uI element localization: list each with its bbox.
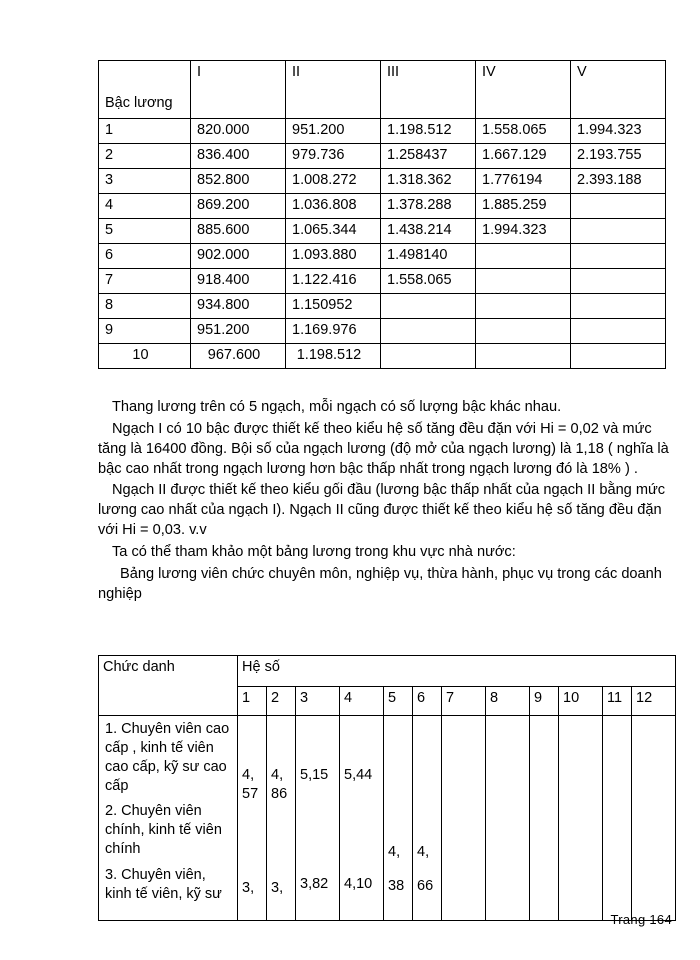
salary-value-cell	[381, 344, 476, 369]
coef-level-header-3: 3	[296, 687, 340, 716]
coef-value-cell-12	[632, 716, 676, 921]
coef-level-header-6: 6	[413, 687, 442, 716]
salary-value-cell: 2.393.188	[571, 169, 666, 194]
paragraph-2: Ngạch I có 10 bậc được thiết kế theo kiểu hệ số tăng đều đặn với Hi = 0,02 và mức tăng là 16400 đồng. Bội số của ngạch lương (độ mở của ngạch lương) là 1,18 ( nghĩa là bậc cao nhất trong ngạch lương hơn bậc thấp nhất trong ngạch lương đó là 18% ) .	[98, 420, 669, 477]
salary-grade-cell: 1	[99, 119, 191, 144]
coef-value-part: 5,44	[344, 767, 373, 783]
coef-value-cell-5	[384, 716, 413, 921]
coef-value-part: 4,	[271, 767, 284, 783]
table-row	[99, 144, 666, 169]
salary-value-cell	[476, 244, 571, 269]
salary-value-cell: 1.258437	[381, 144, 476, 169]
salary-value-cell: 1.122.416	[286, 269, 381, 294]
coef-value-part: 4,	[242, 767, 255, 783]
salary-value-cell: 1.885.259	[476, 194, 571, 219]
coef-value-part: 4,10	[344, 875, 373, 892]
salary-value-cell	[476, 344, 571, 369]
salary-grade-cell: 7	[99, 269, 191, 294]
salary-grade-header: Bậc lương	[99, 61, 191, 119]
salary-value-cell: 1.198.512	[381, 119, 476, 144]
coef-value-cell-3	[296, 716, 340, 921]
paragraph-5: Bảng lương viên chức chuyên môn, nghiệp vụ, thừa hành, phục vụ trong các doanh nghiệp	[98, 565, 662, 602]
salary-value-cell: 852.800	[191, 169, 286, 194]
salary-value-cell	[571, 194, 666, 219]
coef-value-cell-6	[413, 716, 442, 921]
salary-value-cell: 1.065.344	[286, 219, 381, 244]
salary-value-cell	[381, 319, 476, 344]
salary-value-cell	[476, 294, 571, 319]
salary-table-header-row	[99, 61, 666, 119]
salary-value-cell: 820.000	[191, 119, 286, 144]
salary-grade-cell: 4	[99, 194, 191, 219]
coef-level-header-11: 11	[603, 687, 632, 716]
coef-value-part: 4,	[417, 844, 430, 860]
coef-value-part: 57	[242, 785, 259, 802]
page-number-footer: Trang 164	[610, 912, 672, 927]
coef-value-part: 5,15	[300, 767, 329, 783]
salary-rank-header-3: III	[381, 61, 476, 119]
table-row	[99, 244, 666, 269]
salary-value-cell: 934.800	[191, 294, 286, 319]
coef-value-part: 66	[417, 877, 434, 894]
coef-level-header-4: 4	[340, 687, 384, 716]
job-title-2: 2. Chuyên viên chính, kinh tế viên chính	[105, 803, 222, 858]
table-row	[99, 716, 676, 921]
table-row	[99, 169, 666, 194]
coef-value-cell-10	[559, 716, 603, 921]
salary-value-cell: 1.036.808	[286, 194, 381, 219]
salary-grade-cell: 10	[99, 344, 191, 369]
salary-rank-header-4: IV	[476, 61, 571, 119]
salary-value-cell: 1.198.512	[286, 344, 381, 369]
salary-value-cell	[571, 294, 666, 319]
table-row	[99, 294, 666, 319]
salary-value-cell	[571, 219, 666, 244]
coef-level-header-5: 5	[384, 687, 413, 716]
salary-grade-cell: 9	[99, 319, 191, 344]
coef-level-header-2: 2	[267, 687, 296, 716]
salary-value-cell: 885.600	[191, 219, 286, 244]
coef-level-header-12: 12	[632, 687, 676, 716]
salary-value-cell	[571, 319, 666, 344]
salary-value-cell: 1.150952	[286, 294, 381, 319]
salary-value-cell	[571, 244, 666, 269]
paragraph-4: Ta có thể tham khảo một bảng lương trong khu vực nhà nước:	[112, 543, 516, 560]
coef-group-header: Hệ số	[238, 656, 676, 687]
salary-value-cell: 1.558.065	[476, 119, 571, 144]
coef-level-header-8: 8	[486, 687, 530, 716]
salary-value-cell: 2.193.755	[571, 144, 666, 169]
salary-rank-header-1: I	[191, 61, 286, 119]
salary-value-cell: 1.318.362	[381, 169, 476, 194]
table-row	[99, 219, 666, 244]
salary-rank-header-5: V	[571, 61, 666, 119]
salary-grade-cell: 2	[99, 144, 191, 169]
salary-value-cell: 951.200	[191, 319, 286, 344]
table-row	[99, 344, 666, 369]
coef-value-part: 3,	[242, 879, 255, 896]
salary-value-cell	[381, 294, 476, 319]
salary-value-cell: 836.400	[191, 144, 286, 169]
salary-value-cell: 1.093.880	[286, 244, 381, 269]
salary-value-cell: 1.558.065	[381, 269, 476, 294]
coef-level-header-10: 10	[559, 687, 603, 716]
salary-value-cell	[476, 269, 571, 294]
coef-value-cell-1	[238, 716, 267, 921]
paragraph-3: Ngạch II được thiết kế theo kiểu gối đầu (lương bậc thấp nhất của ngạch II bằng mức lương cao nhất của ngạch I). Ngạch II cũng được thiết kế theo kiểu hệ số tăng đều đặn với Hi = 0,03. v.v	[98, 482, 666, 539]
coef-level-header-7: 7	[442, 687, 486, 716]
salary-grade-cell: 3	[99, 169, 191, 194]
coef-value-part: 38	[388, 877, 405, 894]
salary-rank-header-2: II	[286, 61, 381, 119]
salary-value-cell: 951.200	[286, 119, 381, 144]
salary-value-cell	[476, 319, 571, 344]
coef-value-cell-2	[267, 716, 296, 921]
job-title-3: 3. Chuyên viên, kinh tế viên, kỹ sư	[105, 866, 222, 902]
table-row	[99, 319, 666, 344]
coef-value-part: 4,	[388, 844, 401, 860]
salary-grade-cell: 8	[99, 294, 191, 319]
salary-value-cell	[571, 344, 666, 369]
table-row	[99, 194, 666, 219]
paragraph-1: Thang lương trên có 5 ngạch, mỗi ngạch có số lượng bậc khác nhau.	[112, 399, 562, 415]
coef-level-header-1: 1	[238, 687, 267, 716]
salary-value-cell	[571, 269, 666, 294]
salary-scale-table	[98, 60, 666, 369]
coef-value-part: 3,	[271, 879, 284, 896]
coef-value-part: 3,82	[300, 875, 329, 892]
salary-value-cell: 918.400	[191, 269, 286, 294]
salary-value-cell: 1.667.129	[476, 144, 571, 169]
coef-level-header-9: 9	[530, 687, 559, 716]
salary-value-cell: 1.169.976	[286, 319, 381, 344]
salary-value-cell: 1.378.288	[381, 194, 476, 219]
coefficient-table-header-row	[99, 656, 676, 687]
salary-value-cell: 1.994.323	[476, 219, 571, 244]
salary-grade-cell: 6	[99, 244, 191, 269]
coefficient-table	[98, 655, 676, 921]
salary-value-cell: 1.438.214	[381, 219, 476, 244]
coef-value-cell-7	[442, 716, 486, 921]
body-text	[98, 398, 676, 606]
salary-value-cell: 979.736	[286, 144, 381, 169]
salary-value-cell: 902.000	[191, 244, 286, 269]
coef-value-cell-8	[486, 716, 530, 921]
salary-value-cell: 1.994.323	[571, 119, 666, 144]
coef-value-cell-11	[603, 716, 632, 921]
salary-grade-cell: 5	[99, 219, 191, 244]
job-title-1: 1. Chuyên viên cao cấp , kinh tế viên cao cấp, kỹ sư cao cấp	[105, 721, 230, 794]
salary-value-cell: 967.600	[191, 344, 286, 369]
salary-value-cell: 1.008.272	[286, 169, 381, 194]
coef-value-cell-9	[530, 716, 559, 921]
coef-value-cell-4	[340, 716, 384, 921]
coef-title-header: Chức danh	[99, 656, 238, 716]
table-row	[99, 119, 666, 144]
salary-value-cell: 1.498140	[381, 244, 476, 269]
salary-value-cell: 869.200	[191, 194, 286, 219]
salary-value-cell: 1.776194	[476, 169, 571, 194]
coef-job-titles-cell	[99, 716, 238, 921]
coef-value-part: 86	[271, 785, 288, 802]
table-row	[99, 269, 666, 294]
